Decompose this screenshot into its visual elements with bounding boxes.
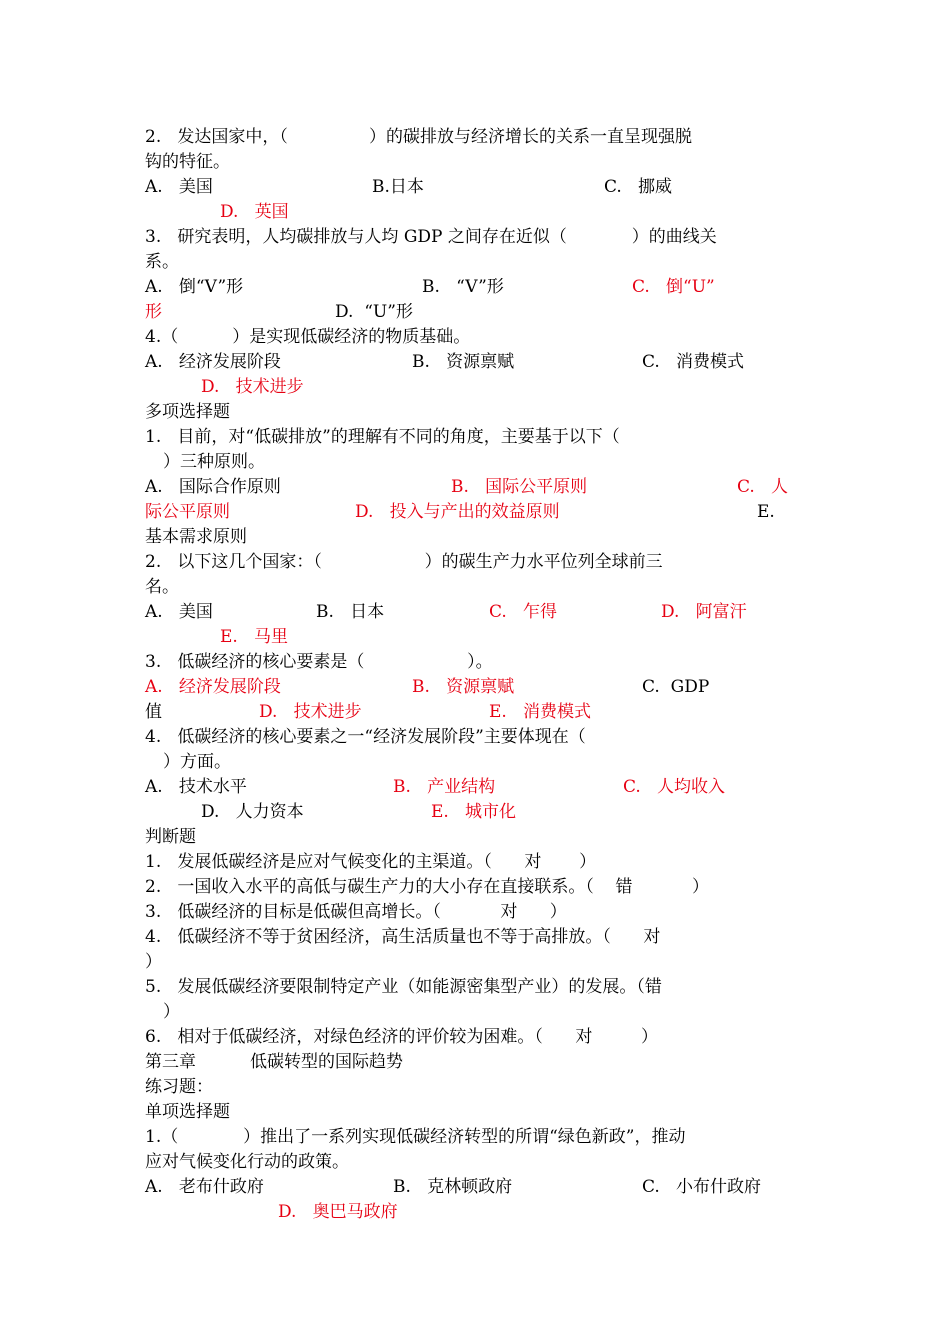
option-a: A. 国际合作原则 bbox=[145, 477, 281, 497]
option-a: A. 技术水平 bbox=[145, 777, 247, 797]
option-b: B. “V”形 bbox=[422, 277, 504, 297]
option-c-answer: C. 乍得 bbox=[489, 602, 558, 622]
chapter-title: 第三章 低碳转型的国际趋势 bbox=[145, 1052, 404, 1072]
question-2-stem: 2. 发达国家中，（ ）的碳排放与经济增长的关系一直呈现强脱 bbox=[145, 127, 692, 147]
multi-question-1-stem-cont: ）三种原则。 bbox=[163, 452, 265, 472]
multi-question-3-stem: 3. 低碳经济的核心要素是（ ）。 bbox=[145, 652, 493, 672]
exercise-label: 练习题： bbox=[145, 1077, 213, 1097]
option-d-answer: D. 技术进步 bbox=[259, 702, 362, 722]
true-false-item: 4. 低碳经济不等于贫困经济，高生活质量也不等于高排放。（ 对 bbox=[145, 927, 661, 947]
multi-question-1-stem: 1. 目前，对“低碳排放”的理解有不同的角度，主要基于以下（ bbox=[145, 427, 620, 447]
chapter3-question-1-stem: 1.（ ）推出了一系列实现低碳经济转型的所谓“绿色新政”，推动 bbox=[145, 1127, 686, 1147]
section-heading-single-choice: 单项选择题 bbox=[145, 1102, 230, 1122]
option-c-answer: C. 人 bbox=[737, 477, 789, 497]
question-3-stem-cont: 系。 bbox=[145, 252, 179, 272]
option-d: D. 人力资本 bbox=[201, 802, 304, 822]
option-a: A. 经济发展阶段 bbox=[145, 352, 281, 372]
multi-question-2-stem: 2. 以下这几个国家：（ ）的碳生产力水平位列全球前三 bbox=[145, 552, 663, 572]
true-false-item-cont: ） bbox=[163, 1002, 180, 1022]
option-d-answer: D. 技术进步 bbox=[201, 377, 304, 397]
option-c: C. 小布什政府 bbox=[642, 1177, 762, 1197]
true-false-item: 2. 一国收入水平的高低与碳生产力的大小存在直接联系。（ 错 ） bbox=[145, 877, 709, 897]
option-e-answer: E. 马里 bbox=[220, 627, 289, 647]
true-false-item: 5. 发展低碳经济要限制特定产业（如能源密集型产业）的发展。（错 bbox=[145, 977, 662, 997]
chapter3-question-1-stem-cont: 应对气候变化行动的政策。 bbox=[145, 1152, 349, 1172]
option-b-answer: B. 产业结构 bbox=[393, 777, 496, 797]
option-e-answer: E. 城市化 bbox=[431, 802, 517, 822]
true-false-item: 3. 低碳经济的目标是低碳但高增长。（ 对 ） bbox=[145, 902, 567, 922]
option-d-answer: D. 奥巴马政府 bbox=[278, 1202, 398, 1222]
option-b: B.日本 bbox=[372, 177, 424, 197]
option-a: A. 美国 bbox=[145, 602, 213, 622]
option-c-answer: C. 人均收入 bbox=[623, 777, 726, 797]
option-b-answer: B. 国际公平原则 bbox=[451, 477, 588, 497]
option-c-answer-cont: 形 bbox=[145, 302, 162, 322]
option-a: A. 美国 bbox=[145, 177, 213, 197]
question-3-stem: 3. 研究表明，人均碳排放与人均 GDP 之间存在近似（ ）的曲线关 bbox=[145, 227, 717, 247]
question-4-stem: 4.（ ）是实现低碳经济的物质基础。 bbox=[145, 327, 471, 347]
section-heading-true-false: 判断题 bbox=[145, 827, 196, 847]
option-a: A. 老布什政府 bbox=[145, 1177, 264, 1197]
true-false-item: 6. 相对于低碳经济，对绿色经济的评价较为困难。（ 对 ） bbox=[145, 1027, 658, 1047]
option-c: C. 挪威 bbox=[604, 177, 673, 197]
option-d-answer: D. 英国 bbox=[220, 202, 289, 222]
option-d-answer: D. 阿富汗 bbox=[661, 602, 747, 622]
option-c-answer: C. 倒“U” bbox=[632, 277, 715, 297]
option-e-cont: 基本需求原则 bbox=[145, 527, 247, 547]
option-c-cont: 值 bbox=[145, 702, 162, 722]
multi-question-2-stem-cont: 名。 bbox=[145, 577, 179, 597]
true-false-item: 1. 发展低碳经济是应对气候变化的主渠道。（ 对 ） bbox=[145, 852, 597, 872]
option-c: C. GDP bbox=[642, 677, 710, 697]
multi-question-4-stem: 4. 低碳经济的核心要素之一“经济发展阶段”主要体现在（ bbox=[145, 727, 586, 747]
question-2-stem-cont: 钩的特征。 bbox=[145, 152, 230, 172]
option-b-answer: B. 资源禀赋 bbox=[412, 677, 515, 697]
option-c: C. 消费模式 bbox=[642, 352, 745, 372]
option-a: A. 倒“V”形 bbox=[145, 277, 244, 297]
option-b: B. 资源禀赋 bbox=[412, 352, 515, 372]
option-b: B. 克林顿政府 bbox=[393, 1177, 513, 1197]
option-d-answer: D. 投入与产出的效益原则 bbox=[355, 502, 560, 522]
option-b: B. 日本 bbox=[316, 602, 385, 622]
option-c-answer-cont: 际公平原则 bbox=[145, 502, 230, 522]
true-false-item-cont: ） bbox=[145, 952, 162, 972]
option-a-answer: A. 经济发展阶段 bbox=[145, 677, 281, 697]
option-d: D. “U”形 bbox=[335, 302, 413, 322]
section-heading-multiple-choice: 多项选择题 bbox=[145, 402, 230, 422]
option-e: E. bbox=[757, 502, 775, 522]
multi-question-4-stem-cont: ）方面。 bbox=[163, 752, 231, 772]
option-e-answer: E. 消费模式 bbox=[489, 702, 592, 722]
